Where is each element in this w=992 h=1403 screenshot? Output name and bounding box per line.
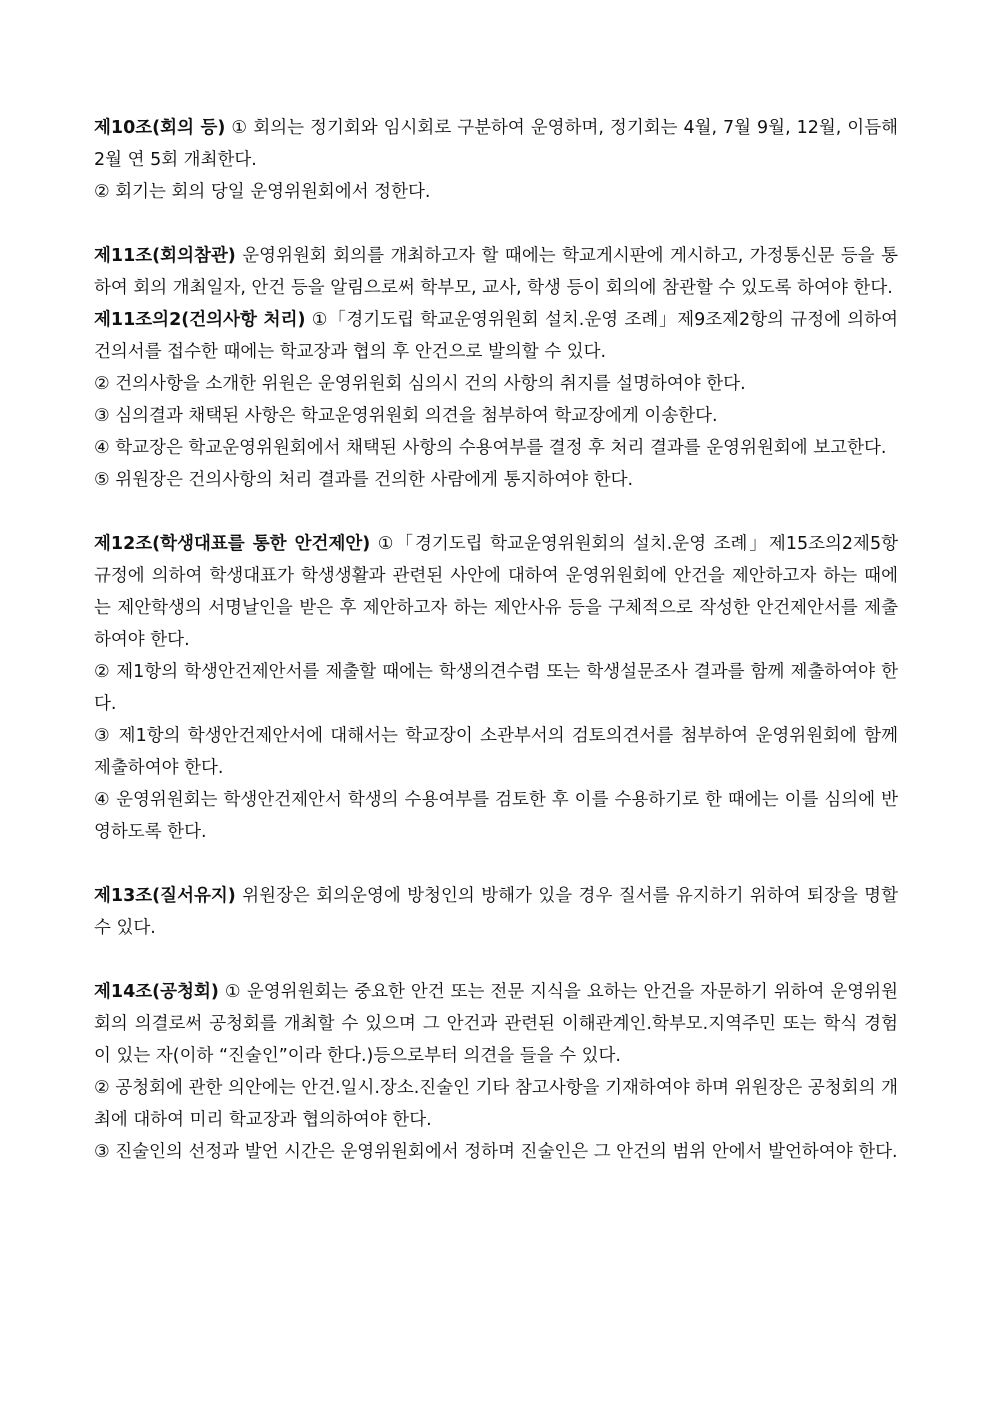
article-paragraph [94, 240, 898, 304]
document-page [94, 112, 898, 1168]
spacer [94, 208, 898, 240]
article-heading: 제11조(회의참관) [94, 246, 236, 266]
spacer [94, 944, 898, 976]
article-heading: 제11조의2(건의사항 처리) [94, 310, 306, 330]
article-11 [94, 240, 898, 304]
article-paragraph: ③ 진술인의 선정과 발언 시간은 운영위원회에서 정하며 진술인은 그 안건의 범위 안에서 발언하여야 한다. [94, 1142, 898, 1162]
article-paragraph: ② 건의사항을 소개한 위원은 운영위원회 심의시 건의 사항의 취지를 설명하여야 한다. [94, 374, 746, 394]
article-paragraph: ③ 심의결과 채택된 사항은 학교운영위원회 의견을 첨부하여 학교장에게 이송한다. [94, 406, 718, 426]
spacer [94, 848, 898, 880]
article-text: 위원장은 회의운영에 방청인의 방해가 있을 경우 질서를 유지하기 위하여 퇴장을 명할 수 있다. [94, 886, 898, 938]
article-text: ① 운영위원회는 중요한 안건 또는 전문 지식을 요하는 안건을 자문하기 위하여 운영위원회의 의결로써 공청회를 개최할 수 있으며 그 안건과 관련된 이해관계인.학부모.지역주민 또는 학식 경험이 있는 자(이하 “진술인”이라 한다.)등으로부터 의견을 들을 수 있다. [94, 982, 898, 1066]
article-text: 운영위원회 회의를 개최하고자 할 때에는 학교게시판에 게시하고, 가정통신문 등을 통하여 회의 개최일자, 안건 등을 알림으로써 학부모, 교사, 학생 등이 회의에 참관할 수 있도록 하여야 한다. [94, 246, 898, 298]
article-paragraph [94, 304, 898, 368]
article-heading: 제14조(공청회) [94, 982, 219, 1002]
article-13 [94, 880, 898, 944]
article-text: ①「경기도립 학교운영위원회의 설치.운영 조례」제15조의2제5항 규정에 의하여 학생대표가 학생생활과 관련된 사안에 대하여 운영위원회에 안건을 제안하고자 하는 때에는 제안학생의 서명날인을 받은 후 제안하고자 하는 제안사유 등을 구체적으로 작성한 안건제안서를 제출하여야 한다. [94, 534, 898, 650]
article-paragraph [94, 976, 898, 1072]
article-paragraph: ② 공청회에 관한 의안에는 안건.일시.장소.진술인 기타 참고사항을 기재하여야 하며 위원장은 공청회의 개최에 대하여 미리 학교장과 협의하여야 한다. [94, 1078, 898, 1130]
article-paragraph: ③ 제1항의 학생안건제안서에 대해서는 학교장이 소관부서의 검토의견서를 첨부하여 운영위원회에 함께 제출하여야 한다. [94, 726, 898, 778]
article-heading: 제12조(학생대표를 통한 안건제안) [94, 534, 371, 554]
article-paragraph [94, 880, 898, 944]
article-10 [94, 112, 898, 208]
article-paragraph: ④ 운영위원회는 학생안건제안서 학생의 수용여부를 검토한 후 이를 수용하기로 한 때에는 이를 심의에 반영하도록 한다. [94, 790, 898, 842]
article-11-2 [94, 304, 898, 496]
article-heading: 제10조(회의 등) [94, 118, 226, 138]
article-paragraph: ② 제1항의 학생안건제안서를 제출할 때에는 학생의견수렴 또는 학생설문조사 결과를 함께 제출하여야 한다. [94, 662, 898, 714]
article-paragraph [94, 112, 898, 176]
article-heading: 제13조(질서유지) [94, 886, 236, 906]
spacer [94, 496, 898, 528]
article-text: ① 회의는 정기회와 임시회로 구분하여 운영하며, 정기회는 4월, 7월 9월, 12월, 이듬해 2월 연 5회 개최한다. [94, 118, 899, 170]
article-12 [94, 528, 898, 848]
article-text: ①「경기도립 학교운영위원회 설치.운영 조례」제9조제2항의 규정에 의하여 건의서를 접수한 때에는 학교장과 협의 후 안건으로 발의할 수 있다. [94, 310, 899, 362]
article-14 [94, 976, 898, 1168]
article-paragraph [94, 528, 898, 656]
article-paragraph: ⑤ 위원장은 건의사항의 처리 결과를 건의한 사람에게 통지하여야 한다. [94, 470, 634, 490]
article-paragraph: ④ 학교장은 학교운영위원회에서 채택된 사항의 수용여부를 결정 후 처리 결과를 운영위원회에 보고한다. [94, 438, 887, 458]
article-paragraph: ② 회기는 회의 당일 운영위원회에서 정한다. [94, 182, 431, 202]
